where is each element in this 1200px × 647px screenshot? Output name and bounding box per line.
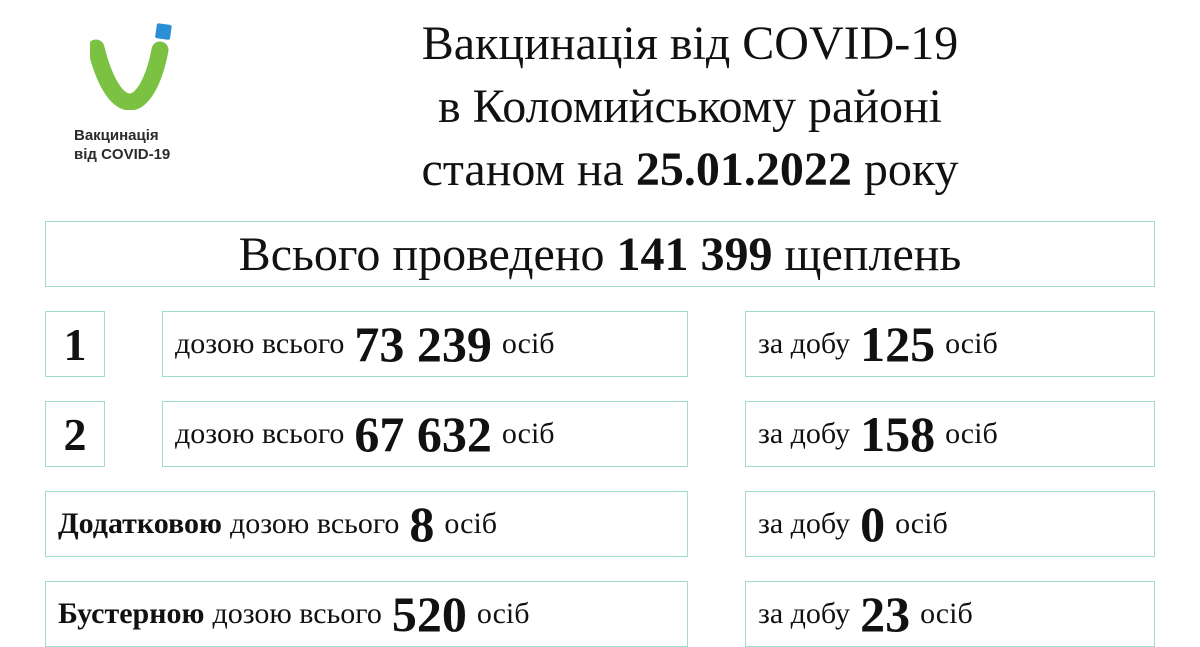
title-line1: Вакцинація від COVID-19	[421, 17, 959, 70]
dose-number: 2	[63, 408, 87, 460]
dose-total-unit: осіб	[444, 507, 498, 540]
dose-daily-box	[745, 491, 1155, 557]
dose-daily-box	[745, 311, 1155, 377]
daily-prefix: за добу	[758, 417, 851, 450]
daily-prefix: за добу	[758, 507, 851, 540]
logo-caption-line2: від COVID-19	[74, 146, 171, 163]
vaccination-logo	[62, 20, 222, 170]
booster-dose-box	[45, 581, 688, 647]
dose-daily-box	[745, 401, 1155, 467]
daily-value: 23	[860, 586, 911, 642]
dose-total-value: 520	[391, 586, 467, 642]
dose-total-value: 67 632	[354, 406, 492, 462]
dose-number: 1	[63, 318, 87, 370]
title-date-prefix: станом на	[421, 143, 624, 196]
daily-unit: осіб	[895, 507, 948, 540]
total-prefix: Всього проведено	[238, 227, 605, 281]
dose-number-box	[45, 401, 105, 467]
daily-value: 158	[860, 406, 936, 462]
booster-dose-label: Бустерною	[58, 597, 205, 630]
dose-total-unit: осіб	[476, 597, 530, 630]
daily-unit: осіб	[920, 597, 973, 630]
daily-prefix: за добу	[758, 597, 851, 630]
total-vaccinations-box	[45, 221, 1155, 287]
daily-value: 125	[860, 316, 936, 372]
logo-caption-line1: Вакцинація	[74, 127, 159, 144]
dose-total-box	[162, 311, 688, 377]
dose-daily-box	[745, 581, 1155, 647]
dose-total-value: 73 239	[354, 316, 492, 372]
title-line3	[300, 138, 1080, 201]
dose-total-box	[162, 401, 688, 467]
additional-dose-label: Додатковою	[58, 507, 222, 540]
title-date-suffix: року	[863, 143, 959, 196]
report-date: 25.01.2022	[635, 143, 852, 196]
dose-number-box	[45, 311, 105, 377]
total-suffix: щеплень	[784, 227, 962, 281]
dose-total-value: 8	[409, 496, 435, 552]
daily-prefix: за добу	[758, 327, 851, 360]
daily-unit: осіб	[945, 327, 998, 360]
dose-total-unit: осіб	[501, 417, 555, 450]
logo-caption	[74, 126, 224, 164]
title-line2: в Коломийському районі	[438, 80, 942, 133]
dose-total-prefix: дозою всього	[212, 597, 382, 630]
daily-value: 0	[860, 496, 886, 552]
vaccination-v-icon	[90, 20, 180, 110]
total-value: 141 399	[616, 227, 773, 281]
dose-total-prefix: дозою всього	[229, 507, 400, 540]
dose-total-prefix: дозою всього	[175, 327, 345, 360]
dose-total-prefix: дозою всього	[175, 417, 345, 450]
daily-unit: осіб	[945, 417, 998, 450]
dose-total-unit: осіб	[501, 327, 555, 360]
page-title	[300, 12, 1080, 201]
additional-dose-box	[45, 491, 688, 557]
